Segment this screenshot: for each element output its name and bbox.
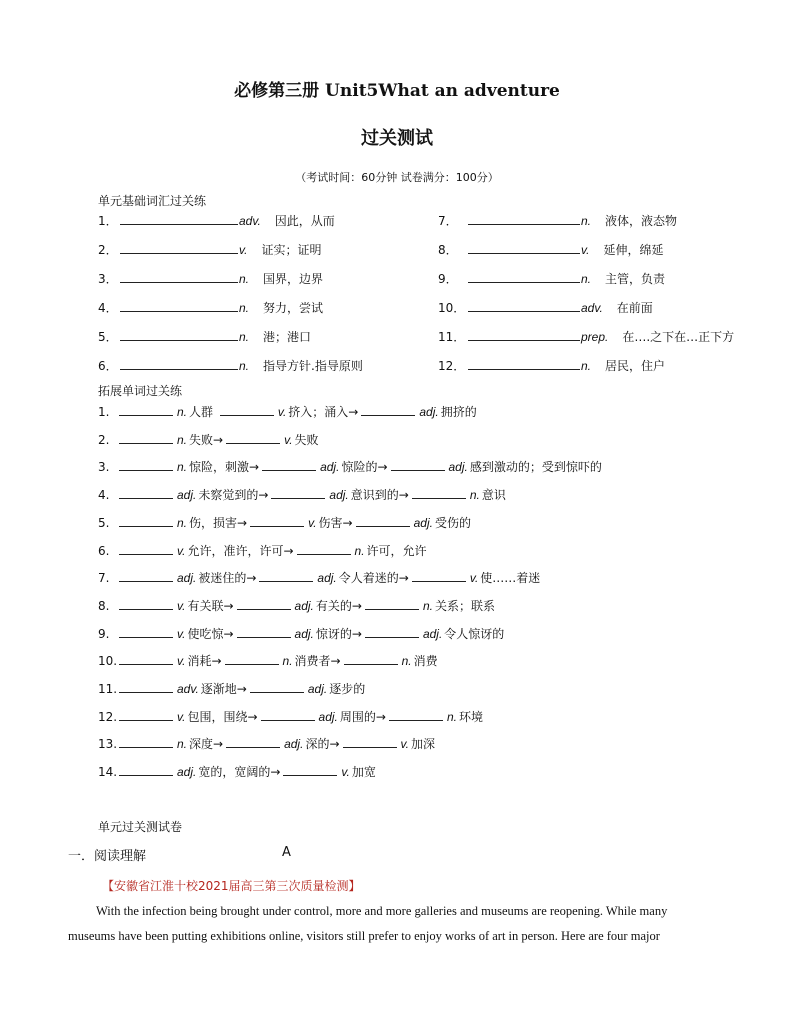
word-meaning: 惊险的→ <box>341 460 388 475</box>
word-meaning: 有关联→ <box>187 598 234 613</box>
answer-blank[interactable] <box>343 734 397 748</box>
part-of-speech: n. <box>239 272 250 286</box>
answer-blank[interactable] <box>361 402 415 416</box>
answer-blank[interactable] <box>468 240 580 254</box>
part-of-speech: adj. <box>320 460 340 475</box>
word-meaning: 延伸，绵延 <box>603 243 664 257</box>
extended-vocab-item <box>98 762 376 780</box>
word-meaning: 意识到的→ <box>350 488 409 503</box>
answer-blank[interactable] <box>119 513 173 527</box>
word-meaning: 在….之下在…正下方 <box>622 330 735 344</box>
part-of-speech: prep. <box>581 330 609 344</box>
section-extended-vocab-label: 拓展单词过关练 <box>98 384 183 398</box>
word-meaning: 允许，准许，许可→ <box>187 543 294 558</box>
answer-blank[interactable] <box>365 596 419 610</box>
item-number: 2． <box>98 243 118 257</box>
answer-blank[interactable] <box>225 651 279 665</box>
part-of-speech: n. <box>177 737 188 752</box>
answer-blank[interactable] <box>391 457 445 471</box>
item-number: 7. <box>98 571 110 586</box>
part-of-speech: adj. <box>317 571 337 586</box>
word-meaning: 失败 <box>294 432 319 447</box>
word-meaning: 惊讶的→ <box>315 626 362 641</box>
word-meaning: 挤入；涌入→ <box>288 405 359 419</box>
part-of-speech: n. <box>581 359 592 373</box>
part-of-speech: n. <box>177 515 188 530</box>
item-number: 3. <box>98 460 110 475</box>
word-meaning: 深度→ <box>189 737 224 752</box>
basic-vocab-item <box>438 327 734 345</box>
answer-blank[interactable] <box>119 568 173 582</box>
answer-blank[interactable] <box>259 568 313 582</box>
answer-blank[interactable] <box>226 430 280 444</box>
word-meaning: 港；港口 <box>263 330 312 344</box>
item-number: 2. <box>98 432 110 447</box>
part-of-speech: adj. <box>177 488 197 503</box>
item-number: 9． <box>438 272 458 286</box>
answer-blank[interactable] <box>468 298 580 312</box>
item-number: 6. <box>98 543 110 558</box>
part-of-speech: adj. <box>329 488 349 503</box>
word-meaning: 消耗→ <box>187 654 222 669</box>
word-meaning: 逐渐地→ <box>200 682 247 696</box>
extended-vocab-item <box>98 596 495 614</box>
part-of-speech: adv. <box>239 214 261 228</box>
answer-blank[interactable] <box>120 298 238 312</box>
part-of-speech: adj. <box>318 709 338 724</box>
basic-vocab-item <box>98 211 335 229</box>
answer-blank[interactable] <box>261 707 315 721</box>
answer-blank[interactable] <box>250 679 304 693</box>
item-number: 11. <box>98 682 118 696</box>
answer-blank[interactable] <box>120 269 238 283</box>
exam-info: （考试时间：60分钟 试卷满分：100分） <box>295 171 499 184</box>
word-meaning: 伤害→ <box>318 515 353 530</box>
part-of-speech: n. <box>581 272 592 286</box>
answer-blank[interactable] <box>468 356 580 370</box>
word-meaning: 消费者→ <box>294 654 341 669</box>
part-of-speech: adj. <box>177 571 197 586</box>
part-of-speech: n. <box>177 405 188 419</box>
word-meaning: 因此，从而 <box>274 214 335 228</box>
word-meaning: 包围，围绕→ <box>187 709 258 724</box>
item-number: 13. <box>98 737 118 752</box>
word-meaning: 人群 <box>189 405 217 419</box>
passage-line: With the infection being brought under control, more and more galleries and museums are reopening. While many <box>96 904 668 918</box>
answer-blank[interactable] <box>120 356 238 370</box>
word-meaning: 指导方针.指导原则 <box>263 359 363 373</box>
basic-vocab-item <box>98 327 311 345</box>
part-of-speech: n. <box>446 709 457 724</box>
extended-vocab-item <box>98 707 483 725</box>
part-of-speech: adj. <box>284 737 304 752</box>
item-number: 4． <box>98 301 118 315</box>
item-number: 11． <box>438 330 466 344</box>
word-meaning: 努力，尝试 <box>263 301 324 315</box>
answer-blank[interactable] <box>344 651 398 665</box>
answer-blank[interactable] <box>237 596 291 610</box>
part-of-speech: adv. <box>581 301 603 315</box>
answer-blank[interactable] <box>119 430 173 444</box>
word-meaning: 惊险，刺激→ <box>189 460 260 475</box>
item-number: 9. <box>98 626 110 641</box>
part-of-speech: adv. <box>177 682 199 696</box>
answer-blank[interactable] <box>262 457 316 471</box>
basic-vocab-item <box>438 298 653 316</box>
part-of-speech: n. <box>239 301 250 315</box>
answer-blank[interactable] <box>356 513 410 527</box>
part-of-speech: v. <box>177 709 186 724</box>
part-of-speech: n. <box>239 330 250 344</box>
part-of-speech: v. <box>400 737 409 752</box>
extended-vocab-item <box>98 651 438 669</box>
part-of-speech: v. <box>469 571 479 586</box>
answer-blank[interactable] <box>271 485 325 499</box>
answer-blank[interactable] <box>119 679 173 693</box>
part-of-speech: v. <box>308 515 317 530</box>
item-number: 8. <box>98 598 110 613</box>
word-meaning: 在前面 <box>616 301 653 315</box>
item-number: 12. <box>98 709 118 724</box>
word-meaning: 令人惊讶的 <box>444 626 505 641</box>
word-meaning: 使吃惊→ <box>187 626 234 641</box>
part-of-speech: v. <box>284 432 293 447</box>
part-of-speech: n. <box>354 543 365 558</box>
answer-blank[interactable] <box>412 485 466 499</box>
word-meaning: 意识 <box>481 488 506 503</box>
item-number: 7． <box>438 214 458 228</box>
item-number: 6． <box>98 359 118 373</box>
part-of-speech: v. <box>177 543 186 558</box>
part-of-speech: adj. <box>294 626 314 641</box>
part-of-speech: n. <box>177 432 188 447</box>
part-of-speech: n. <box>239 359 250 373</box>
word-meaning: 拥挤的 <box>440 405 477 419</box>
part-of-speech: v. <box>177 626 186 641</box>
answer-blank[interactable] <box>119 485 173 499</box>
basic-vocab-item <box>98 269 323 287</box>
item-number: 12． <box>438 359 466 373</box>
word-meaning: 消费 <box>413 654 438 669</box>
word-meaning: 有关的→ <box>315 598 362 613</box>
passage-letter: A <box>282 845 291 860</box>
part-of-speech: v. <box>581 243 590 257</box>
word-meaning: 被迷住的→ <box>198 571 257 586</box>
answer-blank[interactable] <box>119 596 173 610</box>
part-of-speech: v. <box>239 243 248 257</box>
item-number: 8． <box>438 243 458 257</box>
item-number: 14. <box>98 765 118 780</box>
answer-blank[interactable] <box>119 707 173 721</box>
answer-blank[interactable] <box>220 402 274 416</box>
word-meaning: 周围的→ <box>339 709 386 724</box>
answer-blank[interactable] <box>226 734 280 748</box>
part-of-speech: adj. <box>448 460 468 475</box>
answer-blank[interactable] <box>283 762 337 776</box>
basic-vocab-item <box>98 240 321 258</box>
word-meaning: 居民，住户 <box>605 359 666 373</box>
part-of-speech: v. <box>277 405 287 419</box>
basic-vocab-item <box>98 356 363 374</box>
word-meaning: 感到激动的；受到惊吓的 <box>469 460 602 475</box>
answer-blank[interactable] <box>250 513 304 527</box>
answer-blank[interactable] <box>119 541 173 555</box>
word-meaning: 深的→ <box>305 737 340 752</box>
extended-vocab-item <box>98 541 427 559</box>
word-meaning: 令人着迷的→ <box>338 571 409 586</box>
part-of-speech: adj. <box>419 405 439 419</box>
answer-blank[interactable] <box>119 651 173 665</box>
extended-vocab-item <box>98 624 504 642</box>
answer-blank[interactable] <box>389 707 443 721</box>
extended-vocab-item <box>98 679 365 697</box>
passage-source: 【安徽省江淮十校2021届高三第三次质量检测】 <box>102 879 361 893</box>
answer-blank[interactable] <box>297 541 351 555</box>
extended-vocab-item <box>98 485 506 503</box>
word-meaning: 证实；证明 <box>261 243 322 257</box>
word-meaning: 加宽 <box>351 765 376 780</box>
word-meaning: 伤，损害→ <box>189 515 248 530</box>
part-of-speech: adj. <box>413 515 433 530</box>
answer-blank[interactable] <box>119 624 173 638</box>
answer-blank[interactable] <box>120 211 238 225</box>
part-of-speech: adj. <box>177 765 197 780</box>
answer-blank[interactable] <box>119 402 173 416</box>
extended-vocab-item <box>98 430 319 448</box>
section-basic-vocab-label: 单元基础词汇过关练 <box>98 194 207 208</box>
basic-vocab-item <box>438 356 665 374</box>
reading-comprehension-heading: 一．阅读理解 <box>68 849 147 864</box>
answer-blank[interactable] <box>119 734 173 748</box>
part-of-speech: n. <box>282 654 293 669</box>
part-of-speech: v. <box>177 654 186 669</box>
word-meaning: 失败→ <box>189 432 224 447</box>
extended-vocab-item <box>98 457 602 475</box>
part-of-speech: adj. <box>307 682 328 696</box>
word-meaning: 宽的，宽阔的→ <box>198 765 281 780</box>
document-subtitle: 过关测试 <box>361 128 433 149</box>
basic-vocab-item <box>438 240 663 258</box>
part-of-speech: v. <box>341 765 350 780</box>
answer-blank[interactable] <box>119 457 173 471</box>
word-meaning: 使……着迷 <box>480 571 541 586</box>
item-number: 10． <box>438 301 466 315</box>
answer-blank[interactable] <box>120 327 238 341</box>
answer-blank[interactable] <box>468 211 580 225</box>
document-title: 必修第三册 Unit5What an adventure <box>234 81 560 101</box>
item-number: 5． <box>98 330 118 344</box>
section-unit-test-label: 单元过关测试卷 <box>98 820 183 834</box>
word-meaning: 许可，允许 <box>366 543 427 558</box>
part-of-speech: v. <box>177 598 186 613</box>
basic-vocab-item <box>98 298 323 316</box>
item-number: 5. <box>98 515 110 530</box>
extended-vocab-item <box>98 402 477 420</box>
word-meaning: 受伤的 <box>434 515 471 530</box>
word-meaning: 主管，负责 <box>605 272 666 286</box>
extended-vocab-item <box>98 568 540 586</box>
word-meaning: 未察觉到的→ <box>198 488 269 503</box>
word-meaning: 国界，边界 <box>263 272 324 286</box>
answer-blank[interactable] <box>468 269 580 283</box>
item-number: 10. <box>98 654 118 669</box>
part-of-speech: n. <box>422 598 433 613</box>
word-meaning: 加深 <box>410 737 435 752</box>
item-number: 1. <box>98 405 110 419</box>
answer-blank[interactable] <box>237 624 291 638</box>
part-of-speech: n. <box>401 654 412 669</box>
answer-blank[interactable] <box>120 240 238 254</box>
answer-blank[interactable] <box>119 762 173 776</box>
part-of-speech: adj. <box>422 626 443 641</box>
basic-vocab-item <box>438 269 665 287</box>
extended-vocab-item <box>98 734 435 752</box>
item-number: 1． <box>98 214 118 228</box>
answer-blank[interactable] <box>468 327 580 341</box>
reading-passage <box>68 899 724 949</box>
extended-vocab-item <box>98 513 471 531</box>
item-number: 3． <box>98 272 118 286</box>
passage-line: museums have been putting exhibitions online, visitors still prefer to enjoy works of art in person. Here are four major <box>68 929 660 943</box>
answer-blank[interactable] <box>365 624 419 638</box>
word-meaning: 液体，液态物 <box>605 214 678 228</box>
word-meaning: 关系；联系 <box>434 598 495 613</box>
part-of-speech: n. <box>177 460 188 475</box>
word-meaning: 环境 <box>458 709 483 724</box>
item-number: 4. <box>98 488 110 503</box>
answer-blank[interactable] <box>412 568 466 582</box>
part-of-speech: n. <box>469 488 480 503</box>
part-of-speech: adj. <box>294 598 314 613</box>
word-meaning: 逐步的 <box>329 682 366 696</box>
basic-vocab-item <box>438 211 677 229</box>
part-of-speech: n. <box>581 214 592 228</box>
